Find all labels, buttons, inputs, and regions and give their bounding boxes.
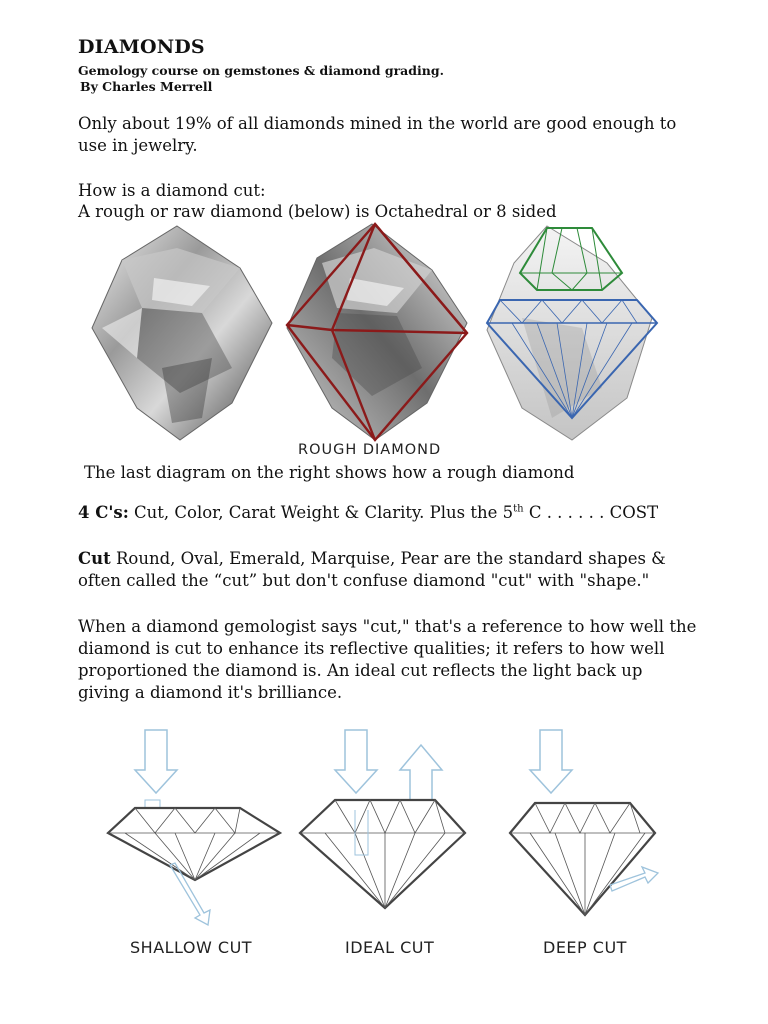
four-cs-sup: th	[513, 503, 524, 515]
paragraph-how-cut: How is a diamond cut:	[78, 181, 266, 200]
byline: By Charles Merrell	[80, 79, 213, 94]
rough-diamond-2	[287, 224, 467, 440]
shallow-cut-diagram	[108, 730, 280, 925]
rough-diamond-3	[487, 226, 657, 440]
paragraph-gemologist: When a diamond gemologist says "cut," that's a reference to how well the diamond is cut to enhance its reflective qualities; it refers to how well proportioned the diamond is. An ideal cut reflects the light back up giving a diamond it's brilliance.	[78, 617, 697, 702]
paragraph-cut-shapes	[78, 548, 708, 592]
rough-diamond-figure	[82, 218, 682, 448]
cut-text: Round, Oval, Emerald, Marquise, Pear are the standard shapes & often called the “cut” but don't confuse diamond "cut" with "shape."	[78, 549, 666, 590]
deep-cut-diagram	[510, 730, 658, 915]
ideal-cut-label: IDEAL CUT	[345, 938, 435, 957]
paragraph-rough: A rough or raw diamond (below) is Octahedral or 8 sided	[78, 202, 557, 221]
four-cs-label: 4 C's:	[78, 503, 129, 522]
paragraph-last-diagram: The last diagram on the right shows how a rough diamond	[84, 463, 575, 482]
rough-diamond-caption: ROUGH DIAMOND	[298, 442, 442, 458]
four-cs-tail: C . . . . . . COST	[523, 503, 659, 522]
cut-diagrams-figure	[100, 725, 700, 935]
paragraph-four-cs	[78, 502, 698, 524]
deep-cut-label: DEEP CUT	[543, 938, 627, 957]
rough-diamond-1	[92, 226, 272, 440]
paragraph-intro: Only about 19% of all diamonds mined in the world are good enough to use in jewelry.	[78, 114, 677, 155]
page-title: DIAMONDS	[78, 36, 205, 58]
shallow-cut-label: SHALLOW CUT	[130, 938, 253, 957]
four-cs-text: Cut, Color, Carat Weight & Clarity. Plus the 5	[128, 503, 514, 522]
subtitle: Gemology course on gemstones & diamond grading.	[78, 63, 444, 78]
ideal-cut-diagram	[300, 730, 465, 908]
cut-label: Cut	[78, 549, 111, 568]
